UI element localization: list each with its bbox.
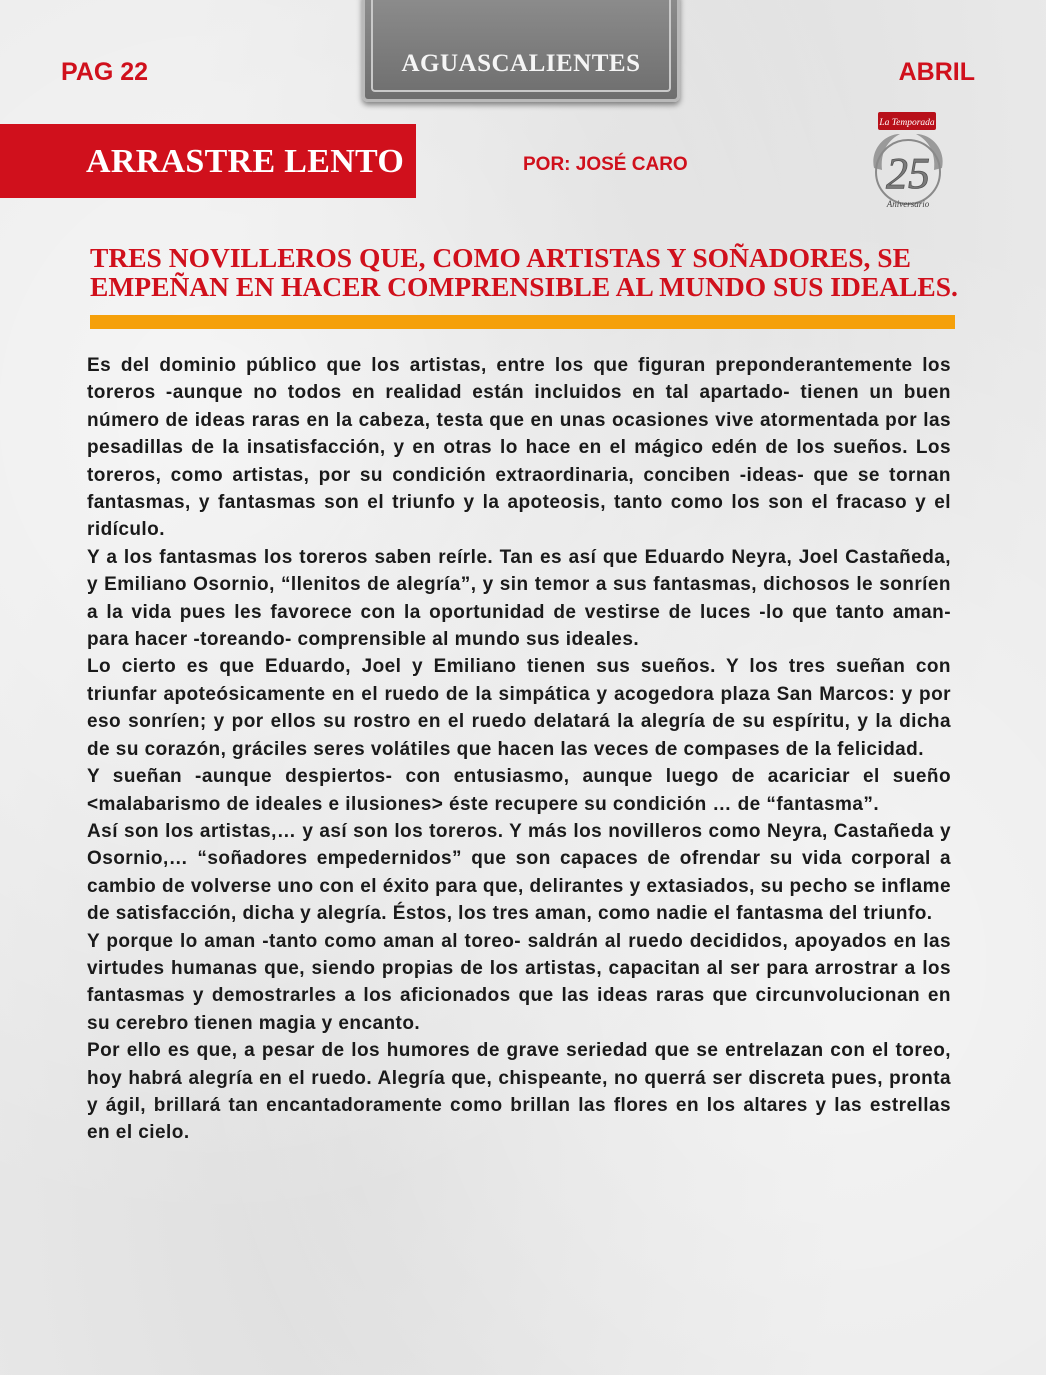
column-title: ARRASTRE LENTO: [86, 143, 405, 180]
logo-sub-text: Aniversario: [886, 199, 930, 209]
section-tab-label: AGUASCALIENTES: [401, 50, 641, 77]
article-paragraph: Y sueñan -aunque despiertos- con entusiasmo, aunque luego de acariciar el sueño <malabarismo de ideales e ilusiones> éste recupere su condición … de “fantasma”.: [87, 766, 951, 815]
article-paragraph: Lo cierto es que Eduardo, Joel y Emiliano tienen sus sueños. Y los tres sueñan con triunfar apoteósicamente en el ruedo de la simpática y acogedora plaza San Marcos: y por eso sonríen; y por ellos su rostro en el ruedo delatará la alegría de su espíritu, y la dicha de su corazón, gráciles seres volátiles que hacen las veces de compases de la felicidad.: [87, 656, 951, 760]
issue-month: ABRIL: [898, 58, 975, 86]
logo-brand-text: La Temporada: [879, 118, 935, 128]
article-paragraph: Es del dominio público que los artistas, entre los que figuran preponderantemente los toreros -aunque no todos en realidad están incluidos en tal apartado- tienen un buen número de ideas raras en la cabeza, testa que en unas ocasiones vive atormentada por las pesadillas de la insatisfacción, y en otras lo hace en el mágico edén de los sueños. Los toreros, como artistas, por su condición extraordinaria, conciben -ideas- que se tornan fantasmas, y fantasmas son el triunfo y la apoteosis, tanto como los son el fracaso y el ridículo.: [87, 355, 951, 541]
article-headline: TRES NOVILLEROS QUE, COMO ARTISTAS Y SOÑADORES, SE EMPEÑAN EN HACER COMPRENSIBLE AL MUNDO SUS IDEALES.: [90, 242, 958, 302]
section-tab: [362, 0, 680, 102]
section-tab-frame: [371, 0, 671, 92]
article-paragraph: Y a los fantasmas los toreros saben reírle. Tan es así que Eduardo Neyra, Joel Castañeda, y Emiliano Osornio, “llenitos de alegría”, y sin temor a sus fantasmas, dichosos le sonríen a la vida pues les favorece con la oportunidad de vestirse de luces -lo que tanto aman- para hacer -toreando- comprensible al mundo sus ideales.: [87, 546, 951, 651]
author-byline: POR: JOSÉ CARO: [523, 154, 688, 175]
column-banner: [0, 124, 416, 198]
page-number: PAG 22: [61, 58, 149, 86]
article-paragraph: Por ello es que, a pesar de los humores de grave seriedad que se entrelazan con el toreo, hoy habrá alegría en el ruedo. Alegría que, chispeante, no querrá ser discreta pues, pronta y ágil, brillará tan encantadoramente como brillan las flores en los altares y las estrellas en el cielo.: [87, 1040, 951, 1144]
article-body: [87, 352, 951, 1147]
anniversary-logo-icon: [866, 110, 950, 212]
article-paragraph: Así son los artistas,… y así son los toreros. Y más los novilleros como Neyra, Castañeda y Osornio,… “soñadores empedernidos” que son capaces de ofrendar su vida corporal a cambio de volverse uno con el éxito para que, delirantes y extasiados, su pecho se inflame de satisfacción, dicha y alegría. Éstos, los tres aman, como nadie el fantasma del triunfo.: [87, 820, 951, 925]
article-paragraph: Y porque lo aman -tanto como aman al toreo- saldrán al ruedo decididos, apoyados en las virtudes humanas que, siendo propias de los artistas, capacitan al ser para arrostrar a los fantasmas y demostrarles a los aficionados que las ideas raras que circunvolucionan en su cerebro tienen magia y encanto.: [87, 930, 951, 1034]
headline-divider: [90, 315, 955, 329]
logo-number-text: 25: [886, 149, 930, 198]
